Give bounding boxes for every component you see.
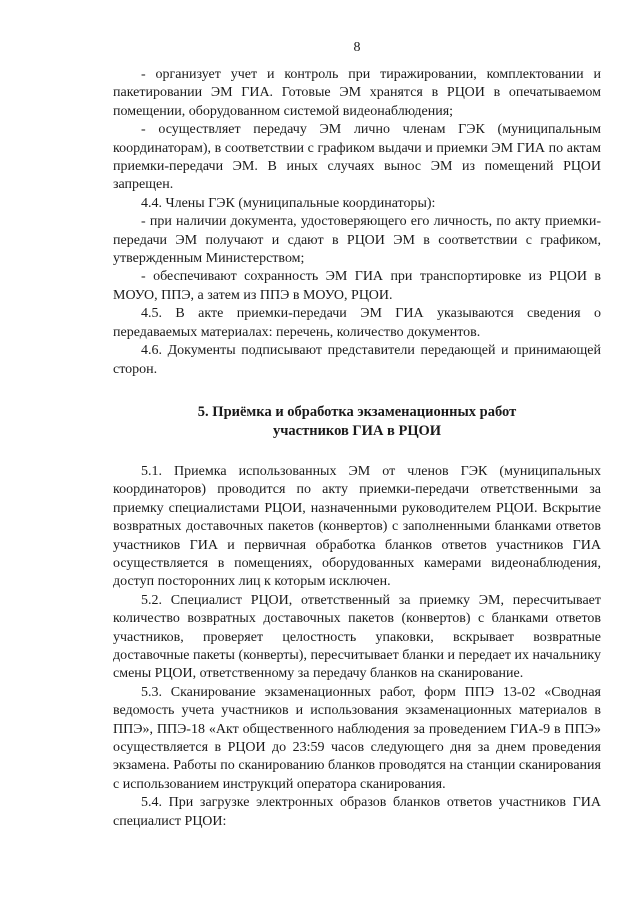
paragraph: 5.2. Специалист РЦОИ, ответственный за приемку ЭМ, пересчитывает количество возвратных доставочных пакетов (конвертов) с бланками ответов участников, проверяет целостность упаковки, вскрывает возвратные доставочные пакеты (конверты), пересчитывает бланки и передает их начальнику смены РЦОИ, ответственному за передачу бланков на сканирование. bbox=[113, 592, 601, 682]
paragraph: 4.5. В акте приемки-передачи ЭМ ГИА указываются сведения о передаваемых материалах: перечень, количество документов. bbox=[113, 306, 601, 340]
document-page bbox=[113, 0, 601, 905]
page-number: 8 bbox=[353, 40, 361, 55]
paragraph: 5.1. Приемка использованных ЭМ от членов ГЭК (муниципальных координаторов) проводится по акту приемки-передачи ответственными за приемку специалистами РЦОИ, назначенными руководителем РЦОИ. Вскрытие возвратных доставочных пакетов (конвертов) с заполненными бланками ответов участников ГИА и первичная обработка бланков ответов участников ГИА осуществляется в помещениях, оборудованных камерами видеонаблюдения, доступ посторонних лиц к которым исключен. bbox=[113, 463, 601, 590]
paragraph: 4.6. Документы подписывают представители передающей и принимающей сторон. bbox=[113, 343, 601, 377]
paragraph: - при наличии документа, удостоверяющего его личность, по акту приемки-передачи ЭМ получают и сдают в РЦОИ ЭМ в соответствии с графиком, утвержденным Министерством; bbox=[113, 214, 601, 267]
document-body bbox=[113, 66, 601, 831]
paragraph: 5.4. При загрузке электронных образов бланков ответов участников ГИА специалист РЦОИ: bbox=[113, 795, 601, 829]
paragraph: - обеспечивают сохранность ЭМ ГИА при транспортировке из РЦОИ в МОУО, ППЭ, а затем из ППЭ в МОУО, РЦОИ. bbox=[113, 269, 601, 303]
paragraph: - организует учет и контроль при тиражировании, комплектовании и пакетировании ЭМ ГИА. Готовые ЭМ хранятся в РЦОИ в опечатываемом помещении, оборудованном системой видеонаблюдения; bbox=[113, 67, 601, 119]
section-heading bbox=[113, 403, 601, 441]
paragraph: - осуществляет передачу ЭМ лично членам ГЭК (муниципальным координаторам), в соответствии с графиком выдачи и приемки ЭМ ГИА по актам приемки-передачи ЭМ. В иных случаях вынос ЭМ из помещений РЦОИ запрещен. bbox=[113, 122, 601, 193]
paragraph: 5.3. Сканирование экзаменационных работ, форм ППЭ 13-02 «Сводная ведомость учета участников и использования экзаменационных материалов в ППЭ», ППЭ-18 «Акт общественного наблюдения за проведением ГИА-9 в ППЭ» осуществляется в РЦОИ до 23:59 часов следующего дня за днем проведения экзамена. Работы по сканированию бланков проводятся на станции сканирования с использованием инструкций оператора сканирования. bbox=[113, 684, 601, 792]
paragraph: 4.4. Члены ГЭК (муниципальные координаторы): bbox=[141, 195, 436, 211]
section-heading-line: 5. Приёмка и обработка экзаменационных работ bbox=[197, 403, 517, 420]
section-heading-line: участников ГИА в РЦОИ bbox=[272, 422, 441, 439]
